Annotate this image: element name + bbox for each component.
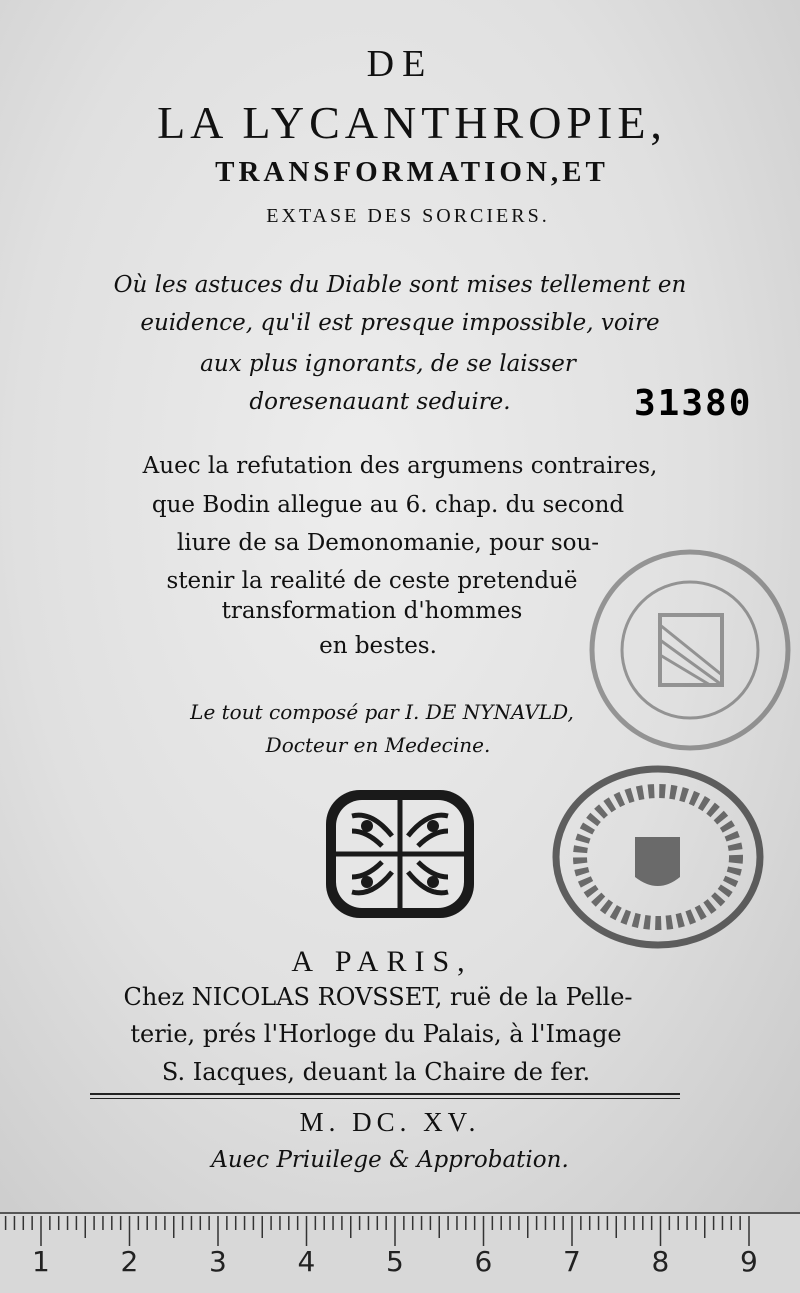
author-line: Le tout composé par I. DE NYNAVLD, xyxy=(190,700,574,724)
divider-rule xyxy=(90,1093,680,1099)
title-line-1: DE xyxy=(366,43,434,85)
library-stamp-icon xyxy=(550,762,770,952)
ruler-number: 9 xyxy=(740,1245,758,1278)
imprint-place: A PARIS, xyxy=(291,945,473,978)
refutation-line: Auec la refutation des argumens contraires, xyxy=(142,453,658,479)
privilege-line: Auec Priuilege & Approbation. xyxy=(211,1147,569,1173)
title-line-4: EXTASE DES SORCIERS. xyxy=(266,205,550,227)
title-line-2: LA LYCANTHROPIE, xyxy=(157,97,667,148)
refutation-line: transformation d'hommes xyxy=(221,598,523,624)
subtitle-line: Où les astuces du Diable sont mises tellement en xyxy=(113,272,687,298)
refutation-line: liure de sa Demonomanie, pour sou- xyxy=(176,530,600,556)
refutation-line: stenir la realité de ceste pretenduë xyxy=(166,568,578,594)
title-line-3: TRANSFORMATION,ET xyxy=(215,156,609,188)
subtitle-line: euidence, qu'il est presque impossible, voire xyxy=(140,310,660,336)
imprint-line: Chez NICOLAS ROVSSET, ruë de la Pelle- xyxy=(123,983,633,1011)
ruler-number: 4 xyxy=(297,1245,316,1278)
shelfmark-number: 31380 xyxy=(634,383,753,424)
printers-ornament-icon xyxy=(322,786,478,922)
publication-date: M. DC. XV. xyxy=(299,1107,481,1137)
ruler-number: 7 xyxy=(563,1245,581,1278)
author-degree: Docteur en Medecine. xyxy=(265,733,491,757)
ruler-number: 3 xyxy=(209,1245,227,1278)
subtitle-line: doresenauant seduire. xyxy=(249,389,511,415)
refutation-line: en bestes. xyxy=(319,633,437,659)
ruler-number: 2 xyxy=(120,1245,139,1278)
ruler-number: 5 xyxy=(386,1245,404,1278)
library-stamp-icon xyxy=(580,545,800,755)
imprint-line: S. Iacques, deuant la Chaire de fer. xyxy=(161,1058,591,1086)
imprint-line: terie, prés l'Horloge du Palais, à l'Image xyxy=(130,1020,622,1048)
ruler-number: 6 xyxy=(474,1245,493,1278)
refutation-line: que Bodin allegue au 6. chap. du second xyxy=(151,492,625,518)
subtitle-line: aux plus ignorants, de se laisser xyxy=(200,351,576,377)
ruler-number: 8 xyxy=(651,1245,670,1278)
ruler-number: 1 xyxy=(32,1245,50,1278)
